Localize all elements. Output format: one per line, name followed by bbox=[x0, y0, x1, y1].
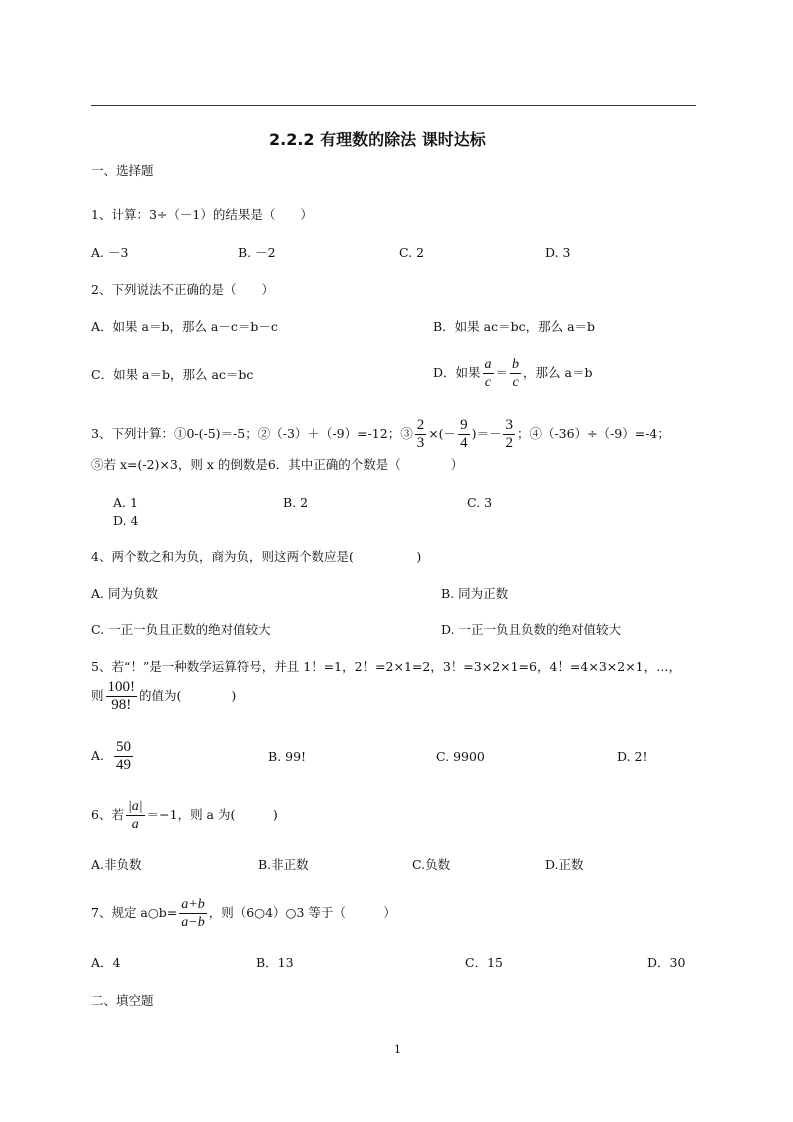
q6-option-d: D.正数 bbox=[545, 857, 584, 872]
q4-option-d: D. 一正一负且负数的绝对值较大 bbox=[441, 622, 622, 637]
section-choice-heading: 一、选择题 bbox=[91, 163, 154, 178]
q5-a-fraction bbox=[114, 739, 133, 774]
q6-suffix: ＝−1，则 a 为( ) bbox=[146, 807, 278, 822]
q2-d-fraction-2 bbox=[510, 356, 521, 391]
q5-prefix: 则 bbox=[91, 688, 104, 703]
q2-option-c: C．如果 a＝b，那么 ac＝bc bbox=[91, 367, 254, 382]
q5-a-num: 50 bbox=[115, 739, 131, 755]
q3-fraction-3 bbox=[503, 417, 515, 452]
q3-option-b: B. 2 bbox=[283, 495, 309, 510]
q1-option-b: B. －2 bbox=[238, 245, 276, 260]
q2-d-f2-den: c bbox=[512, 375, 519, 390]
q3-stem-line1 bbox=[91, 414, 670, 454]
q5-stem-line2 bbox=[91, 676, 236, 716]
q1-option-a: A. －3 bbox=[91, 245, 129, 260]
q1-option-d: D. 3 bbox=[545, 245, 571, 260]
q1-stem: 1、计算：3÷（－1）的结果是（ ） bbox=[91, 207, 313, 222]
q2-stem: 2、下列说法不正确的是（ ） bbox=[91, 282, 274, 297]
q6-f-den: a bbox=[131, 817, 139, 832]
q1-option-c: C. 2 bbox=[399, 245, 425, 260]
q7-f-num: a+b bbox=[181, 897, 205, 912]
q7-option-c: C．15 bbox=[465, 955, 503, 970]
q2-d-suffix: ，那么 a＝b bbox=[523, 365, 593, 380]
q2-option-a: A．如果 a＝b，那么 a－c＝b－c bbox=[91, 319, 278, 334]
q7-option-a: A．4 bbox=[91, 955, 121, 970]
page-number: 1 bbox=[394, 1043, 401, 1056]
q3-times: ×(－ bbox=[428, 426, 457, 441]
q2-d-prefix: D．如果 bbox=[433, 365, 481, 380]
q3-fraction-1 bbox=[415, 417, 427, 452]
q2-d-f1-den: c bbox=[484, 375, 492, 390]
q3-option-c: C. 3 bbox=[467, 495, 493, 510]
q6-fraction bbox=[126, 798, 145, 833]
q3-f3-num: 3 bbox=[505, 417, 513, 433]
section-fill-heading: 二、填空题 bbox=[91, 993, 154, 1008]
q6-option-a: A.非负数 bbox=[91, 857, 142, 872]
q7-option-b: B．13 bbox=[256, 955, 294, 970]
q3-option-a: A. 1 bbox=[113, 495, 138, 510]
header-rule bbox=[91, 105, 696, 106]
q2-d-f1-num: a bbox=[484, 357, 492, 372]
q2-d-fraction-1 bbox=[483, 356, 494, 391]
q4-stem: 4、两个数之和为负，商为负，则这两个数应是( ) bbox=[91, 549, 422, 564]
q3-suffix: ；④（-36）÷（-9）=-4； bbox=[516, 426, 670, 441]
q3-f1-num: 2 bbox=[416, 417, 425, 433]
q2-option-d bbox=[433, 353, 592, 393]
q7-suffix: ，则（6○4）○3 等于（ ） bbox=[208, 905, 396, 920]
q6-option-b: B.非正数 bbox=[258, 857, 309, 872]
q5-option-a bbox=[91, 736, 135, 776]
page-title: 2.2.2 有理数的除法 课时达标 bbox=[269, 130, 486, 149]
q7-option-d: D．30 bbox=[647, 955, 686, 970]
q6-prefix: 6、若 bbox=[91, 807, 124, 822]
q3-prefix: 3、下列计算：①0-(-5)＝-5；②（-3）＋（-9）=-12；③ bbox=[91, 426, 413, 441]
q5-suffix: 的值为( ) bbox=[139, 688, 237, 703]
q6-stem bbox=[91, 795, 278, 835]
q7-stem bbox=[91, 893, 396, 933]
q5-option-b: B. 99! bbox=[268, 749, 307, 764]
q4-option-a: A. 同为负数 bbox=[91, 586, 158, 601]
q4-option-b: B. 同为正数 bbox=[441, 586, 509, 601]
q3-fraction-2 bbox=[458, 417, 470, 452]
q7-f-den: a−b bbox=[181, 915, 205, 930]
q3-f3-den: 2 bbox=[505, 435, 513, 451]
q3-stem-line2: ⑤若 x=(-2)×3，则 x 的倒数是6．其中正确的个数是（ ） bbox=[91, 457, 464, 472]
q5-f-num: 100! bbox=[107, 679, 136, 695]
q3-option-d: D. 4 bbox=[113, 513, 139, 528]
q7-prefix: 7、规定 a○b= bbox=[91, 905, 178, 920]
q3-equals: )＝－ bbox=[471, 426, 502, 441]
q5-stem: 5、若“！”是一种数学运算符号，并且 1！=1，2！=2×1=2，3！=3×2×1=6，4！=4×3×2×1，…， bbox=[91, 659, 682, 674]
q5-option-d: D. 2! bbox=[617, 749, 648, 764]
q3-f2-num: 9 bbox=[460, 417, 468, 433]
q7-fraction bbox=[179, 896, 206, 931]
q2-d-equals: ＝ bbox=[495, 365, 509, 380]
q3-f2-den: 4 bbox=[460, 435, 468, 451]
q5-option-c: C. 9900 bbox=[436, 749, 485, 764]
q2-option-b: B．如果 ac＝bc，那么 a＝b bbox=[433, 319, 596, 334]
q5-f-den: 98! bbox=[111, 697, 132, 713]
q5-a-label: A. bbox=[91, 748, 105, 763]
q6-option-c: C.负数 bbox=[412, 857, 451, 872]
q3-f1-den: 3 bbox=[416, 435, 425, 451]
q2-d-f2-num: b bbox=[512, 357, 520, 372]
q6-f-num: |a| bbox=[127, 799, 143, 814]
q4-option-c: C. 一正一负且正数的绝对值较大 bbox=[91, 622, 271, 637]
q5-fraction bbox=[106, 679, 138, 714]
q5-a-den: 49 bbox=[115, 757, 131, 773]
